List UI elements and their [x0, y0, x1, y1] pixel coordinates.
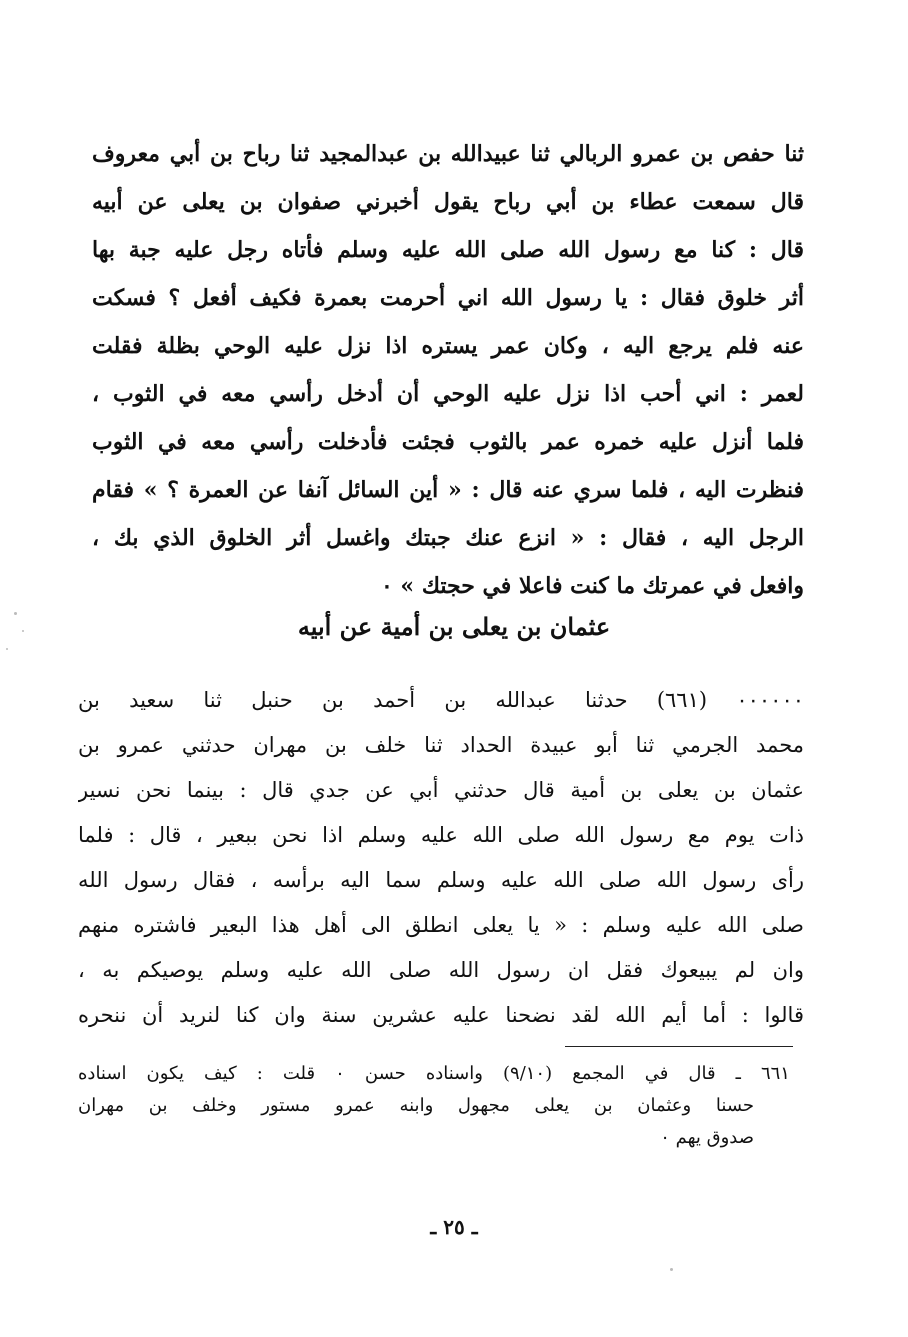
text-line: لعمر : اني أحب اذا نزل عليه الوحي أن أدخل رأسي معه في الثوب ،: [92, 381, 804, 407]
section-heading: عثمان بن يعلى بن أمية عن أبيه: [297, 612, 611, 641]
hadith-paragraph-2: [78, 678, 804, 1038]
text-line: قال سمعت عطاء بن أبي رباح يقول أخبرني صفوان بن يعلى عن أبيه: [92, 189, 804, 215]
text-line: أثر خلوق فقال : يا رسول الله اني أحرمت بعمرة فكيف أفعل ؟ فسكت: [92, 285, 804, 311]
text-line: ذات يوم مع رسول الله صلى الله عليه وسلم اذا نحن ببعير ، قال : فلما: [78, 823, 804, 847]
text-line: الرجل اليه ، فقال : « انزع عنك جبتك واغسل أثر الخلوق الذي بك ،: [92, 525, 804, 551]
text-line: محمد الجرمي ثنا أبو عبيدة الحداد ثنا خلف بن مهران حدثني عمرو بن: [78, 733, 804, 757]
footnote: [78, 1058, 790, 1154]
footnote-line: حسنا وعثمان بن يعلى مجهول وابنه عمرو مستور وخلف بن مهران: [78, 1095, 754, 1116]
footnote-line: صدوق يهم ٠: [660, 1127, 754, 1148]
scan-speck: [6, 648, 8, 650]
scan-speck: [14, 612, 17, 615]
text-line: قال : كنا مع رسول الله صلى الله عليه وسلم فأتاه رجل عليه جبة بها: [92, 237, 804, 263]
text-line: ٠٠٠٠٠٠ (٦٦١) حدثنا عبدالله بن أحمد بن حنبل ثنا سعيد بن: [78, 688, 804, 712]
text-line: عنه فلم يرجع اليه ، وكان عمر يستره اذا نزل عليه الوحي بظلة فقلت: [92, 333, 804, 359]
text-line: وافعل في عمرتك ما كنت فاعلا في حجتك » ٠: [380, 573, 804, 599]
text-line: رأى رسول الله صلى الله عليه وسلم سما اليه برأسه ، فقال رسول الله: [78, 868, 804, 892]
footnote-line: ٦٦١ ـ قال في المجمع (٩/١٠) واسناده حسن ٠ قلت : كيف يكون اسناده: [78, 1063, 790, 1084]
text-line: وان لم يبيعوك فقل ان رسول الله صلى الله عليه وسلم يوصيكم به ،: [78, 958, 804, 982]
text-line: صلى الله عليه وسلم : « يا يعلى انطلق الى أهل هذا البعير فاشتره منهم: [78, 913, 804, 937]
footnote-divider: [565, 1046, 793, 1047]
scan-speck: [670, 1268, 673, 1271]
text-line: عثمان بن يعلى بن أمية قال حدثني أبي عن جدي قال : بينما نحن نسير: [78, 778, 804, 802]
hadith-paragraph-1: [92, 130, 804, 610]
text-line: فلما أنزل عليه خمره عمر بالثوب فجئت فأدخلت رأسي معه في الثوب: [92, 429, 804, 455]
text-line: قالوا : أما أيم الله لقد نضحنا عليه عشرين سنة وان كنا لنريد أن ننحره: [78, 1003, 804, 1027]
scan-speck: [22, 630, 24, 632]
page-number: ـ ٢٥ ـ: [430, 1215, 478, 1239]
text-line: ثنا حفص بن عمرو الربالي ثنا عبيدالله بن عبدالمجيد ثنا رباح بن أبي معروف: [92, 141, 804, 167]
text-line: فنظرت اليه ، فلما سري عنه قال : « أين السائل آنفا عن العمرة ؟ » فقام: [92, 477, 804, 503]
